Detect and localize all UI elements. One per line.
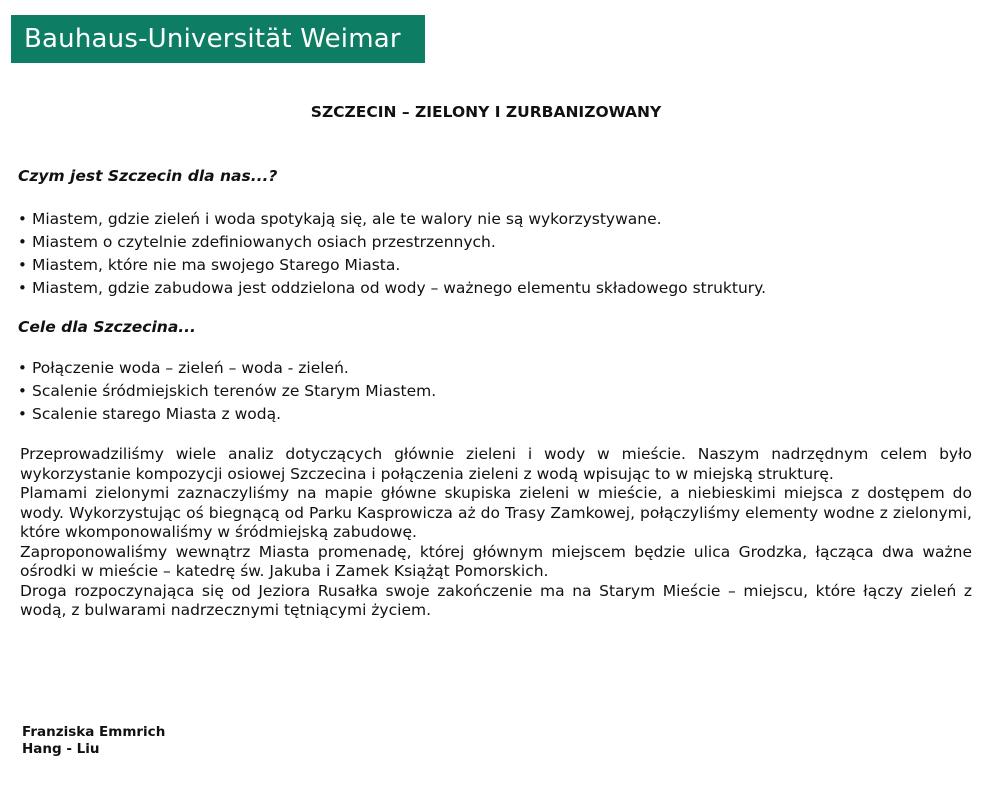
paragraph: Droga rozpoczynająca się od Jeziora Rusałka swoje zakończenie ma na Starym Mieście – miejscu, które łączy zieleń z wodą, z bulwarami nadrzecznymi tętniącymi życiem. [20,581,972,619]
document-title: SZCZECIN – ZIELONY I ZURBANIZOWANY [310,103,662,121]
list-item: • Miastem, gdzie zabudowa jest oddzielona od wody – ważnego elementu składowego struktury. [18,277,766,300]
bullet-list-what-is-szczecin [18,208,766,300]
author-name: Hang - Liu [22,741,100,757]
body-text [20,445,972,621]
list-item: • Miastem o czytelnie zdefiniowanych osiach przestrzennych. [18,231,766,254]
list-item: • Scalenie śródmiejskich terenów ze Starym Miastem. [18,380,436,403]
authors [22,724,165,758]
section-heading-what-is-szczecin: Czym jest Szczecin dla nas...? [18,167,278,185]
list-item: • Scalenie starego Miasta z wodą. [18,403,436,426]
list-item: • Miastem, gdzie zieleń i woda spotykają się, ale te walory nie są wykorzystywane. [18,208,766,231]
bullet-list-goals [18,357,436,426]
list-item: • Połączenie woda – zieleń – woda - zieleń. [18,357,436,380]
paragraph: Zaproponowaliśmy wewnątrz Miasta promenadę, której głównym miejscem będzie ulica Grodzka, łącząca dwa ważne ośrodki w mieście – katedrę św. Jakuba i Zamek Książąt Pomorskich. [20,542,972,580]
author-name: Franziska Emmrich [22,724,166,740]
list-item: • Miastem, które nie ma swojego Starego Miasta. [18,254,766,277]
section-heading-goals: Cele dla Szczecina... [18,318,196,336]
paragraph: Plamami zielonymi zaznaczyliśmy na mapie główne skupiska zieleni w mieście, a niebieskimi miejsca z dostępem do wody. Wykorzystując oś biegnącą od Parku Kasprowicza aż do Trasy Zamkowej, połączyliśmy elementy wodne z zielonymi, które wkomponowaliśmy w śródmiejską zabudowę. [20,484,972,541]
paragraph: Przeprowadziliśmy wiele analiz dotyczących głównie zieleni i wody w mieście. Naszym nadrzędnym celem było wykorzystanie kompozycji osiowej Szczecina i połączenia zieleni z wodą wpisując to w miejską strukturę. [20,445,972,483]
university-logo: Bauhaus-Universität Weimar [11,15,425,63]
